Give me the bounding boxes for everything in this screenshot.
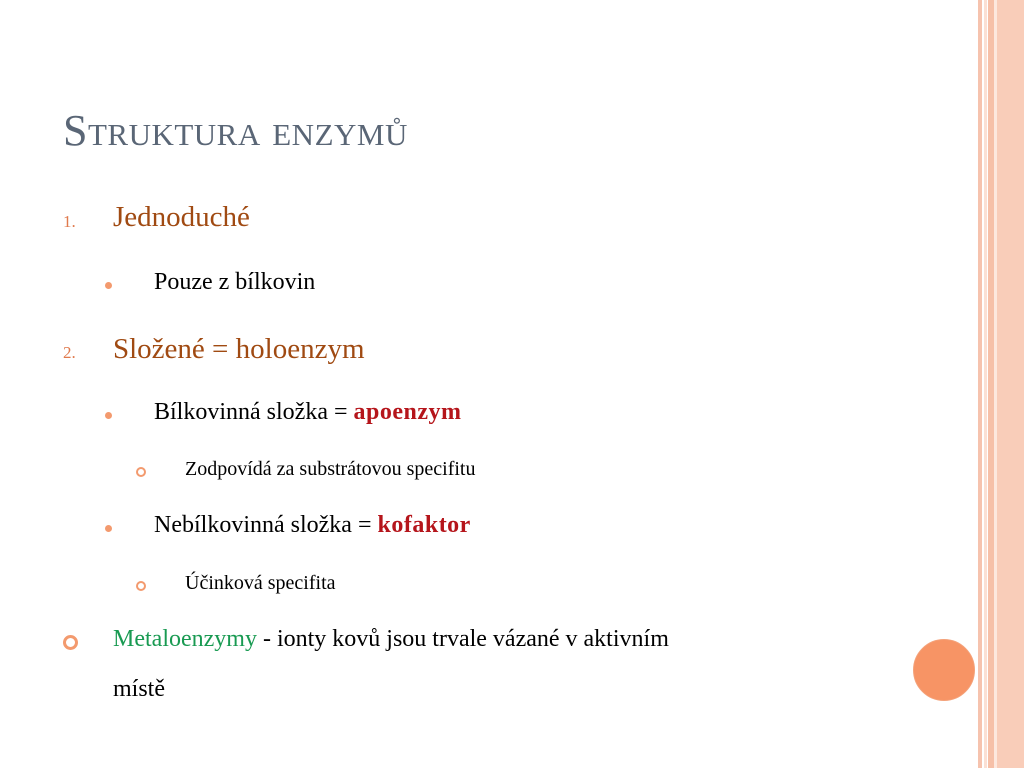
decorative-circle xyxy=(913,639,975,701)
sub-item-text: Nebílkovinná složka = xyxy=(154,512,378,538)
note-line-2: místě xyxy=(113,676,165,702)
decorative-stripe xyxy=(984,0,987,768)
bullet-icon xyxy=(105,412,112,419)
list-number: 1. xyxy=(63,212,76,231)
sub-item-apoenzym xyxy=(154,399,462,426)
highlight-term: kofaktor xyxy=(377,512,471,538)
ring-bullet-icon xyxy=(136,581,146,591)
note-term: Metaloenzymy xyxy=(113,626,257,652)
list-item-jednoduche: Jednoduché xyxy=(113,201,250,233)
note-text: - ionty kovů jsou trvale vázané v aktivním xyxy=(256,626,669,652)
sub-item-text: Pouze z bílkovin xyxy=(154,269,316,295)
detail-text: Účinková specifita xyxy=(185,572,336,594)
sub-item-kofaktor xyxy=(154,512,471,539)
list-item-slozene: Složené = holoenzym xyxy=(113,333,365,365)
decorative-stripe xyxy=(978,0,982,768)
sub-item-text: Bílkovinná složka = xyxy=(154,399,354,425)
highlight-term: apoenzym xyxy=(353,399,462,425)
bullet-icon xyxy=(105,525,112,532)
slide-title: Struktura enzymů xyxy=(63,106,408,155)
bullet-icon xyxy=(105,282,112,289)
note-line-1 xyxy=(113,626,669,653)
list-number: 2. xyxy=(63,343,76,362)
detail-text: Zodpovídá za substrátovou specifitu xyxy=(185,458,476,480)
ring-bullet-icon xyxy=(63,635,78,650)
decorative-stripe xyxy=(997,0,1024,768)
ring-bullet-icon xyxy=(136,467,146,477)
